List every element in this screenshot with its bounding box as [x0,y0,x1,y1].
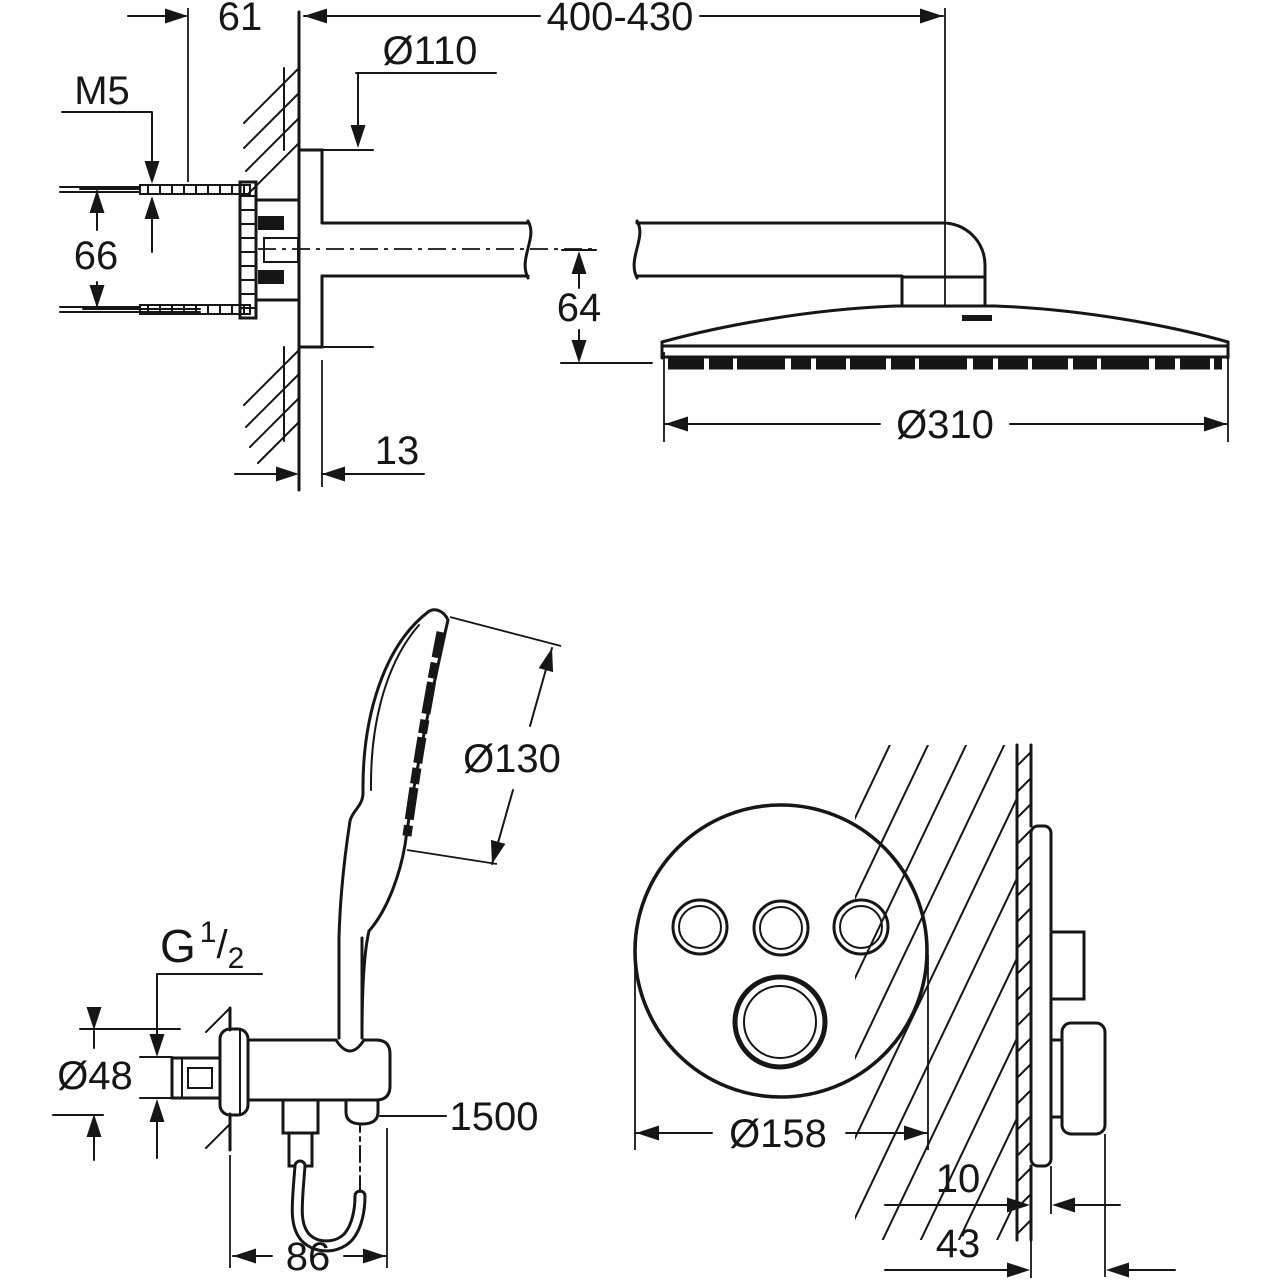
g-thread-letter: G [160,920,196,972]
dim-1500 [380,1095,538,1139]
dim-310-label: Ø310 [896,403,994,447]
dim-110-label: Ø110 [382,29,478,73]
dim-reach-label: 400-430 [546,0,694,39]
mounting-flange-ring [240,182,256,318]
side-wall-hatching [835,430,1040,1280]
head-dome [662,306,1228,342]
hand-shower-tip [428,610,448,620]
dim-g-half [140,916,262,1158]
dim-110 [351,29,497,148]
hand-shower-view [53,610,561,1279]
dim-130-label: Ø130 [463,737,561,781]
dim-61 [128,0,262,182]
volume-control-button [735,977,825,1067]
lower-knob-base [1051,1040,1062,1117]
shower-holder-body [248,1040,390,1100]
dim-86-label: 86 [285,1235,331,1279]
dim-13 [235,360,424,487]
head-shower-view [634,8,1228,447]
union-flange [220,1029,248,1115]
hand-shower-handle [339,938,362,1038]
dim-10 [885,1157,1120,1278]
wall-section-view [60,0,943,490]
flange-ring-detail [240,196,256,308]
arm-break-line-right [634,221,640,278]
dim-10-label: 10 [935,1157,981,1201]
plate-side-profile [1031,826,1051,1166]
control-plate-front [635,805,927,1097]
body-detail-mid [264,238,298,262]
lower-knob-knurled [1062,1023,1105,1134]
body-detail-lower [258,270,284,284]
dim-61-label: 61 [217,0,263,39]
dim-13-label: 13 [374,429,420,473]
control-plate-view [635,430,1175,1280]
dim-66 [74,189,200,309]
nipple-detail [182,1058,212,1098]
hose-cone-nut [346,1100,378,1124]
control-plate-side [835,430,1105,1280]
dim-m5 [62,69,160,252]
dim-1500-label: 1500 [449,1095,539,1139]
dim-48 [53,1007,180,1160]
select-button-middle [754,901,808,955]
dim-48-label: Ø48 [57,1054,133,1098]
g-thread-numerator: 1 [199,916,217,949]
head-rim [662,342,1228,358]
dim-64-label: 64 [556,286,602,330]
shower-arm-elbow [637,223,985,305]
dim-43-label: 43 [935,1222,981,1266]
dim-130 [407,617,561,866]
shower-hose-inner [297,1166,360,1246]
dim-g-half-label [160,916,244,975]
side-wall-ticks [1017,752,1031,1234]
upper-knob-knurled [1051,932,1084,999]
select-button-left [673,900,727,954]
g-thread-denominator: 2 [227,942,245,975]
hose-knurled-nut [283,1100,318,1133]
dim-66-label: 66 [73,234,119,278]
dim-64 [557,250,652,363]
hand-shower-back [339,612,428,1038]
concealed-body [256,200,299,300]
dim-m5-label: M5 [74,69,130,113]
body-detail-upper [258,216,284,230]
g-thread-slash: / [216,923,228,967]
dim-158-label: Ø158 [729,1112,827,1156]
